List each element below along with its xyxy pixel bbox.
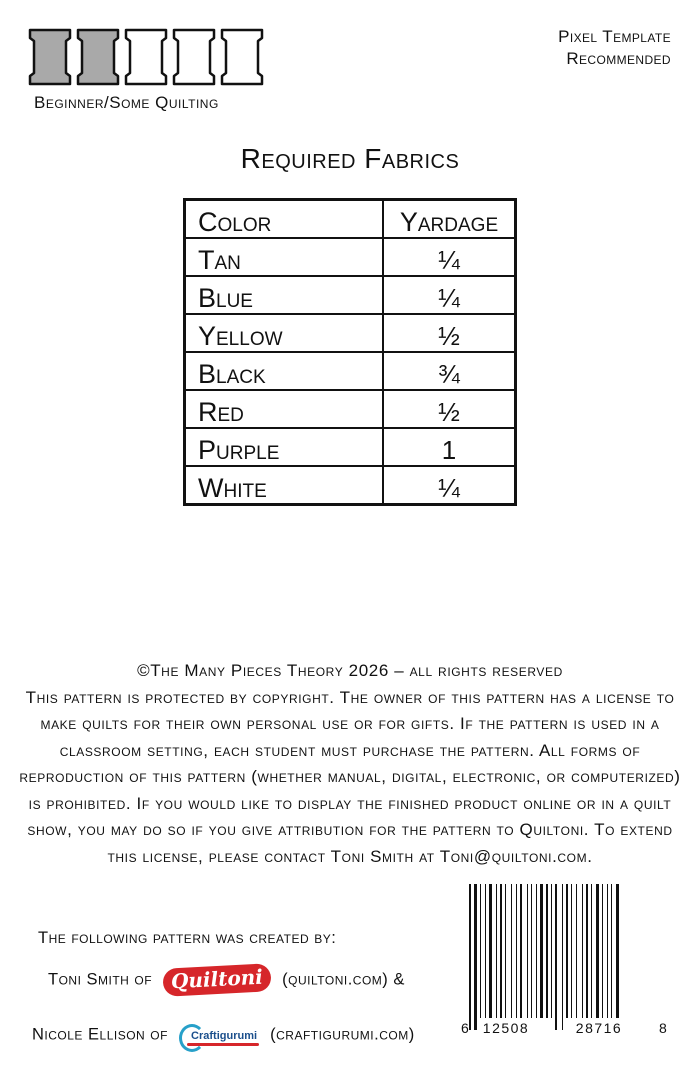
fabric-color: Yellow — [185, 314, 384, 352]
barcode-bar — [500, 884, 502, 1018]
spool-icon-empty — [126, 30, 166, 84]
barcode-bar — [616, 884, 619, 1018]
toni-name: Toni Smith of — [48, 970, 153, 989]
barcode — [459, 884, 669, 1038]
barcode-bar — [480, 884, 481, 1018]
barcode-bar — [607, 884, 608, 1018]
barcode-bar — [591, 884, 592, 1018]
fabric-yardage: ¾ — [383, 352, 516, 390]
barcode-bar — [551, 884, 552, 1018]
spool-icon-empty — [222, 30, 262, 84]
craftigurumi-logo-text: Craftigurumi — [191, 1030, 258, 1042]
difficulty-label: Beginner/Some Quilting — [34, 93, 219, 112]
fabric-color: Blue — [185, 276, 384, 314]
barcode-bar — [511, 884, 512, 1018]
credit-toni — [48, 966, 405, 994]
fabric-yardage: ¼ — [383, 466, 516, 505]
toni-site[interactable]: (quiltoni.com) & — [282, 970, 405, 989]
fabric-color: Purple — [185, 428, 384, 466]
copyright-notice — [18, 658, 682, 870]
license-text: This pattern is protected by copyright. The owner of this pattern has a license to make quilts for their own personal use or for gifts. If the pattern is used in a classroom setting, each student must purchase the pattern. All forms of reproduction of this pattern (whether manual, digital, electronic, or computerized) is prohibited. If you would like to display the finished product online or in a quilt show, you may do so if you give attribution for the pattern to Quiltoni. To extend this license, please contact Toni Smith at Toni@quiltoni.com. — [19, 687, 681, 866]
barcode-bar — [527, 884, 528, 1018]
barcode-bar — [516, 884, 517, 1018]
column-header-color: Color — [185, 200, 384, 239]
difficulty-spools — [28, 28, 268, 86]
fabric-color: Red — [185, 390, 384, 428]
table-row — [185, 390, 516, 428]
barcode-bar — [531, 884, 532, 1018]
barcode-bars — [469, 884, 619, 1030]
fabric-table — [183, 198, 517, 506]
barcode-digits-group1: 12508 — [482, 1020, 530, 1036]
barcode-bar — [571, 884, 572, 1018]
spool-icon-filled — [30, 30, 70, 84]
table-header-row — [185, 200, 516, 239]
template-note-line1: Pixel Template — [558, 27, 671, 46]
fabric-yardage: ½ — [383, 390, 516, 428]
spool-icon-empty — [174, 30, 214, 84]
credit-nicole — [32, 1024, 415, 1046]
barcode-digits-group2: 28716 — [575, 1020, 623, 1036]
template-note-line2: Recommended — [566, 49, 671, 68]
barcode-bar — [566, 884, 568, 1018]
nicole-name: Nicole Ellison of — [32, 1025, 168, 1044]
barcode-bar — [536, 884, 537, 1018]
fabric-yardage: ½ — [383, 314, 516, 352]
fabric-color: White — [185, 466, 384, 505]
nicole-site[interactable]: (craftigurumi.com) — [270, 1025, 415, 1044]
table-row — [185, 428, 516, 466]
fabric-yardage: ¼ — [383, 276, 516, 314]
barcode-bar — [576, 884, 577, 1018]
barcode-bar — [602, 884, 603, 1018]
fabric-yardage: 1 — [383, 428, 516, 466]
quiltoni-logo: Quiltoni — [163, 963, 272, 997]
craftigurumi-logo — [179, 1024, 259, 1046]
barcode-bar — [520, 884, 522, 1018]
template-note — [558, 26, 671, 70]
barcode-bar — [546, 884, 548, 1018]
barcode-bar — [562, 884, 563, 1030]
barcode-digit-right: 8 — [659, 1020, 667, 1036]
spool-icon-filled — [78, 30, 118, 84]
fabrics-heading: Required Fabrics — [240, 143, 460, 174]
barcode-bar — [582, 884, 583, 1018]
barcode-bar — [611, 884, 612, 1018]
column-header-yardage: Yardage — [383, 200, 516, 239]
table-row — [185, 238, 516, 276]
barcode-bar — [586, 884, 588, 1018]
barcode-bar — [540, 884, 543, 1018]
table-row — [185, 276, 516, 314]
barcode-digit-left: 6 — [461, 1020, 469, 1036]
barcode-bar — [474, 884, 477, 1030]
created-by-intro: The following pattern was created by: — [38, 929, 337, 947]
barcode-bar — [555, 884, 557, 1030]
copyright-line: ©The Many Pieces Theory 2026 – all rights reserved — [137, 661, 563, 680]
fabric-yardage: ¼ — [383, 238, 516, 276]
barcode-bar — [505, 884, 506, 1018]
fabric-color: Black — [185, 352, 384, 390]
fabric-color: Tan — [185, 238, 384, 276]
barcode-bar — [596, 884, 599, 1018]
table-row — [185, 352, 516, 390]
barcode-bar — [496, 884, 497, 1018]
table-row — [185, 466, 516, 505]
barcode-bar — [485, 884, 486, 1018]
barcode-bar — [489, 884, 492, 1018]
barcode-bar — [469, 884, 471, 1030]
table-row — [185, 314, 516, 352]
